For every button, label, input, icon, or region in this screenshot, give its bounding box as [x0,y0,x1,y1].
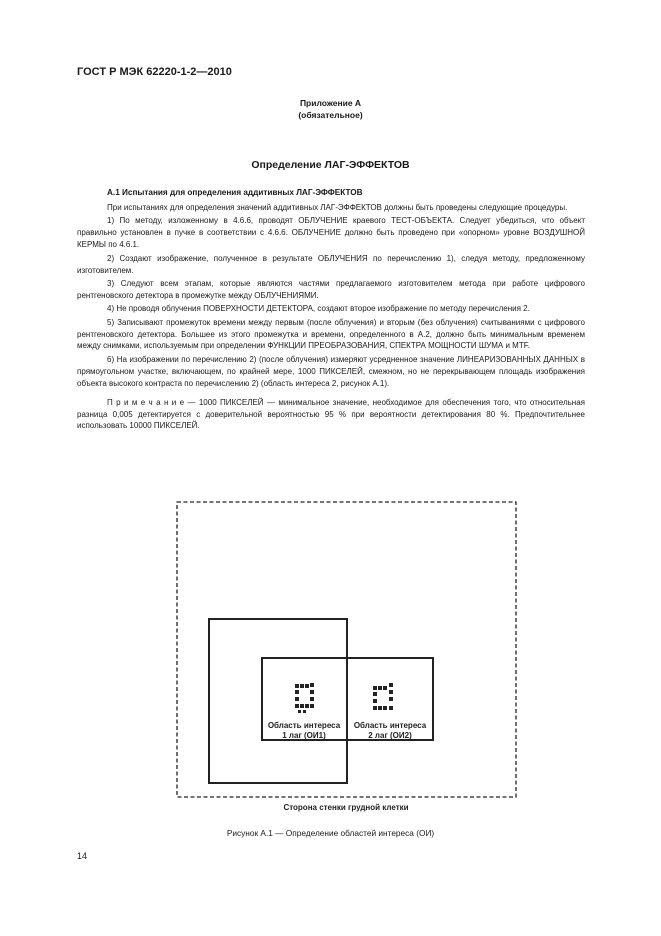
document-header: ГОСТ Р МЭК 62220-1-2—2010 [77,66,232,78]
body-text [77,202,585,434]
roi-diagram [176,501,521,819]
annex-status: (обязательное) [298,110,363,120]
roi2-marker-icon [373,683,393,710]
subsection-title: А.1 Испытания для определения аддитивных ЛАГ-ЭФФЕКТОВ [107,188,363,197]
paragraph-step-3: 3) Следуют всем этапам, которые являются частями предлагаемого изготовителем метода при работе цифрового рентгеновского детектора в промежутке между ОБЛУЧЕНИЯМИ. [77,278,585,300]
roi2-label-line2: 2 лаг (ОИ2) [368,731,412,740]
figure-a1 [176,501,521,824]
paragraph-step-5: 5) Записывают промежуток времени между первым (после облучения) и вторым (без облучения) считываниями с цифрового рентгеновского детектора. Большее из этого промежутка и времени, определенного в А.2, должно быть минимальным временем между снимками, используемым при определении ФУНКЦИИ ПРЕОБРАЗОВАНИЯ, СПЕКТРА МОЩНОСТИ ШУМА и MTF. [77,317,585,351]
roi1-label-line1: Область интереса [267,721,341,730]
note-paragraph: П р и м е ч а н и е — 1000 ПИКСЕЛЕЙ — минимальное значение, необходимое для обеспечения того, что относительная разница 0,005 детектируется с доверительной вероятностью 95 % при вероятности детектирования 80 %. Предпочтительнее использовать 10000 ПИКСЕЛЕЙ. [77,397,585,431]
annex-title: Приложение А [299,98,362,108]
paragraph-step-4: 4) Не проводя облучения ПОВЕРХНОСТИ ДЕТЕКТОРА, создают второе изображение по методу перечисления 2. [107,304,530,314]
roi1-marker-icon [295,683,314,713]
roi1-label-line2: 1 лаг (ОИ1) [282,731,326,740]
figure-caption: Рисунок А.1 — Определение областей интереса (ОИ) [226,828,435,838]
paragraph-intro: При испытаниях для определения значений аддитивных ЛАГ-ЭФФЕКТОВ должны быть проведены следующие процедуры. [107,203,568,212]
section-title: Определение ЛАГ-ЭФФЕКТОВ [251,159,410,171]
paragraph-step-6: 6) На изображении по перечислению 2) (после облучения) измеряют усредненное значение ЛИНЕАРИЗОВАННЫХ ДАННЫХ в прямоугольном участке, включающем, по крайней мере, 1000 ПИКСЕЛЕЙ, смежном, но не перекрывающем площадь изображения объекта высокого контраста по перечислению 2) (область интереса 2, рисунок А.1). [77,354,585,388]
roi2-label-line1: Область интереса [353,721,427,730]
paragraph-step-1: 1) По методу, изложенному в 4.6.6, проводят ОБЛУЧЕНИЕ краевого ТЕСТ-ОБЪЕКТА. Следует убедиться, что объект правильно установлен в пучке в соответствии с 4.6.6. ОБЛУЧЕНИЕ должно быть проведено при «опорном» уровне ВОЗДУШНОЙ КЕРМЫ по 4.6.1. [77,216,585,250]
paragraph-step-2: 2) Создают изображение, полученное в результате ОБЛУЧЕНИЯ по перечислению 1), следуя методу, предложенному изготовителем. [77,253,585,275]
edge-object-rect [209,619,347,783]
chest-wall-label: Сторона стенки грудной клетки [283,803,409,812]
page-number: 14 [77,851,88,861]
